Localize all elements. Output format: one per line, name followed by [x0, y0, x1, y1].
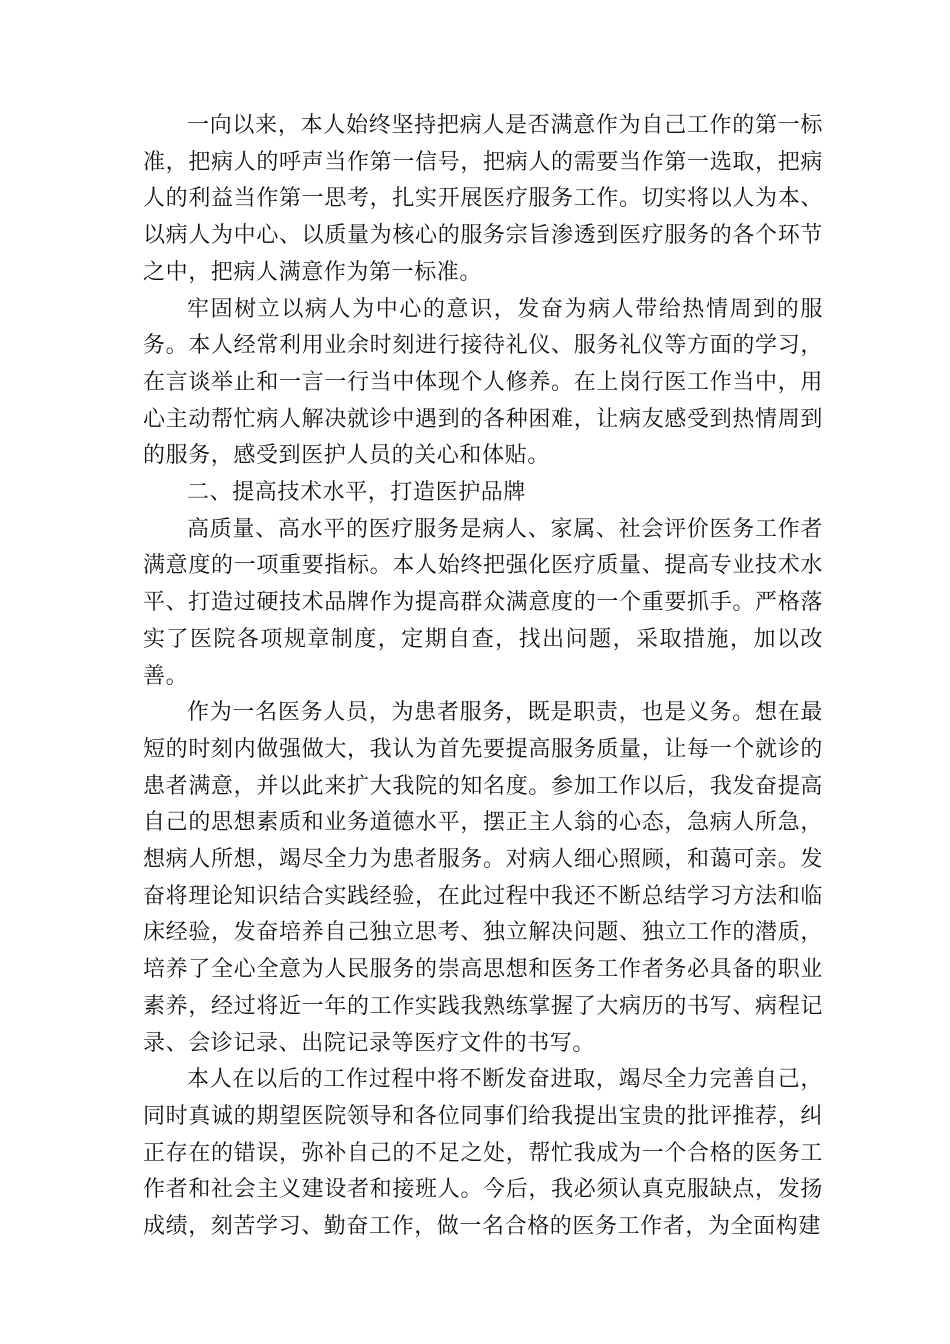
paragraph-service-duty: 作为一名医务人员，为患者服务，既是职责，也是义务。想在最短的时刻内做强做大，我认为首先要提高服务质量，让每一个就诊的患者满意，并以此来扩大我院的知名度。参加工作以后，我发奋提高自己的思想素质和业务道德水平，摆正主人翁的心态，急病人所急，想病人所想，竭尽全力为患者服务。对病人细心照顾，和蔼可亲。发奋将理论知识结合实践经验，在此过程中我还不断总结学习方法和临床经验，发奋培养自己独立思考、独立解决问题、独立工作的潜质，培养了全心全意为人民服务的崇高思想和医务工作者务必具备的职业素养，经过将近一年的工作实践我熟练掌握了大病历的书写、病程记录、会诊记录、出院记录等医疗文件的书写。 [143, 700, 823, 1056]
paragraph-patient-satisfaction: 一向以来，本人始终坚持把病人是否满意作为自己工作的第一标准，把病人的呼声当作第一信号，把病人的需要当作第一选取，把病人的利益当作第一思考，扎实开展医疗服务工作。切实将以人为本、以病人为中心、以质量为核心的服务宗旨渗透到医疗服务的各个环节之中，把病人满意作为第一标准。 [143, 113, 823, 285]
section-heading: 二、提高技术水平，打造医护品牌 [187, 480, 527, 506]
paragraph-future-plans: 本人在以后的工作过程中将不断发奋进取，竭尽全力完善自己，同时真诚的期望医院领导和各位同事们给我提出宝贵的批评推荐，纠正存在的错误，弥补自己的不足之处，帮忙我成为一个合格的医务工作者和社会主义建设者和接班人。今后，我必须认真克服缺点，发扬成绩，刻苦学习、勤奋工作，做一名合格的医务工作者，为全面构建 [143, 1067, 823, 1240]
document-body [143, 108, 823, 1246]
paragraph-medical-quality: 高质量、高水平的医疗服务是病人、家属、社会评价医务工作者满意度的一项重要指标。本人始终把强化医疗质量、提高专业技术水平、打造过硬技术品牌作为提高群众满意度的一个重要抓手。严格落实了医院各项规章制度，定期自查，找出问题，采取措施，加以改善。 [143, 516, 823, 689]
paragraph-patient-centered-service: 牢固树立以病人为中心的意识，发奋为病人带给热情周到的服务。本人经常利用业余时刻进行接待礼仪、服务礼仪等方面的学习，在言谈举止和一言一行当中体现个人修养。在上岗行医工作当中，用心主动帮忙病人解决就诊中遇到的各种困难，让病友感受到热情周到的服务，感受到医护人员的关心和体贴。 [143, 296, 823, 469]
